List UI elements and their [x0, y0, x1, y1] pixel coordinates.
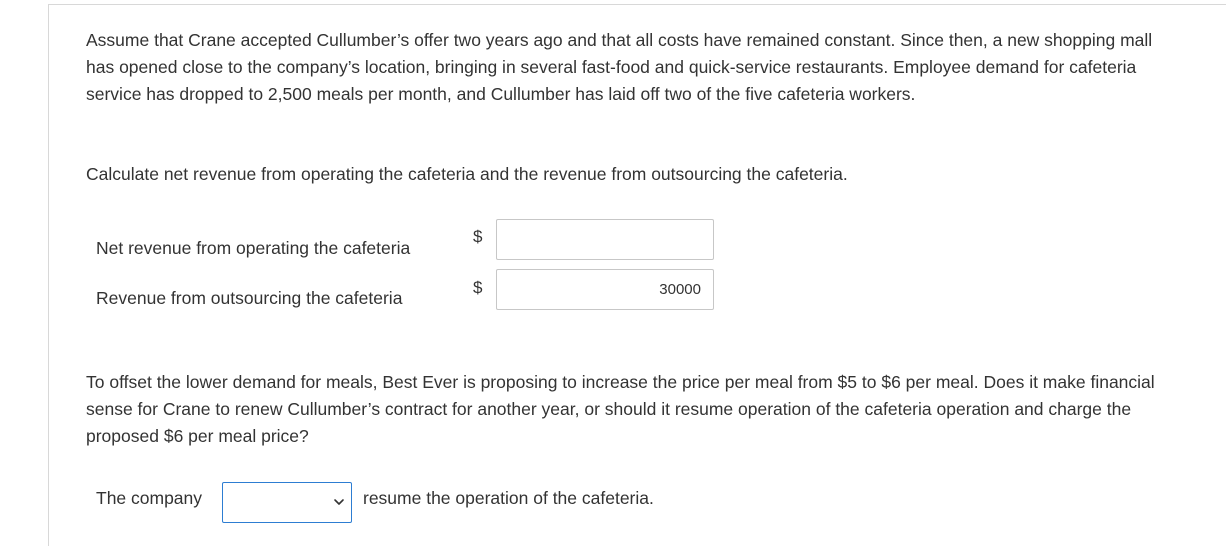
decision-prefix: The company — [96, 488, 203, 508]
net-revenue-currency: $ — [473, 227, 483, 246]
chevron-down-icon — [333, 496, 345, 508]
decision-select[interactable] — [222, 482, 352, 523]
calc-instruction: Calculate net revenue from operating the cafeteria and the revenue from outsourcing the cafeteria. — [86, 164, 848, 184]
intro-paragraph: Assume that Crane accepted Cullumber’s offer two years ago and that all costs have remained constant. Since then, a new shopping mall has opened close to the company’s location, bringing in several fast-food and quick-service restaurants. Employee demand for cafeteria service has dropped to 2,500 meals per month, and Cullumber has laid off two of the five cafeteria workers. — [86, 30, 1153, 104]
net-revenue-input[interactable] — [496, 219, 714, 260]
outsourcing-revenue-currency: $ — [473, 278, 483, 297]
outsourcing-revenue-label: Revenue from outsourcing the cafeteria — [96, 288, 403, 308]
decision-suffix: resume the operation of the cafeteria. — [363, 488, 654, 508]
net-revenue-label: Net revenue from operating the cafeteria — [96, 238, 411, 258]
offset-question: To offset the lower demand for meals, Best Ever is proposing to increase the price per meal from $5 to $6 per meal. Does it make financial sense for Crane to renew Cullumber’s contract for another year, or should it resume operation of the cafeteria operation and charge the proposed $6 per meal price? — [86, 372, 1155, 446]
outsourcing-revenue-input[interactable] — [496, 269, 714, 310]
